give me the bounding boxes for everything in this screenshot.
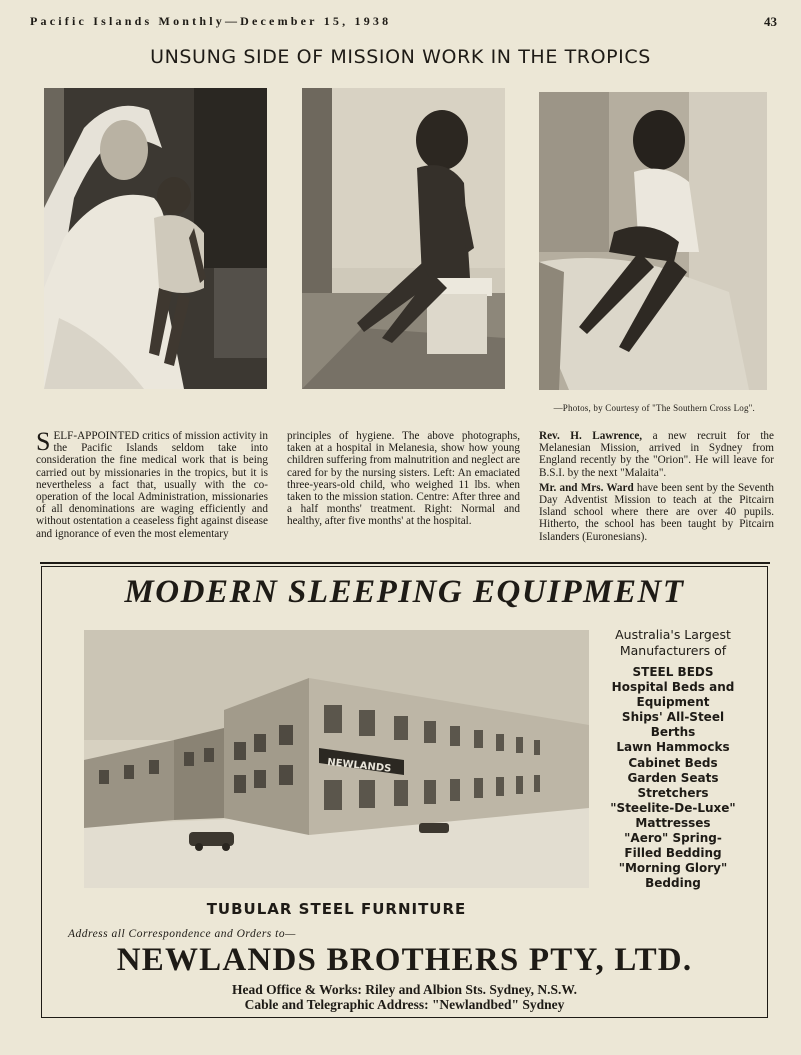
news-item-ward-name: Mr. and Mrs. Ward [539,481,634,494]
product-item: "Morning Glory" [618,861,728,876]
product-item: Equipment [636,695,710,710]
photo-child-after-treatment [302,88,505,389]
product-item: Lawn Hammocks [616,740,730,755]
product-item: STEEL BEDS [632,665,714,679]
product-item: Stretchers [637,785,709,800]
drop-cap: S [36,427,51,456]
photo-credit: —Photos, by Courtesy of "The Southern Cross Log". [553,403,755,413]
news-item-ward [539,482,774,543]
article-column-1 [36,427,268,543]
ad-intro-line-2: Manufacturers of [619,643,727,658]
ad-top-rule [40,562,770,564]
factory-sign: NEWLANDS [326,757,392,775]
article-paragraph-2: principles of hygiene. The above photographs, taken at a hospital in Melanesia, show how young children suffering from malnutrition and neglect are cared for by the nursing sisters. Left: An emaciated three-years-old child, who weighed 11 lbs. when taken to the mission station. Centre: After three and a half months' treatment. Right: Normal and healthy, after five months' at the hospital. [287,430,520,528]
ad-title: MODERN SLEEPING EQUIPMENT [124,574,685,610]
ad-tagline: TUBULAR STEEL FURNITURE [206,900,467,918]
article-column-3 [539,430,774,546]
office-address-line-1: Head Office & Works: Riley and Albion Sts. Sydney, N.S.W. [231,982,578,997]
paragraph-1-text: ELF-APPOINTED critics of mission activity in the Pacific Islands seldom take into consideration the fine medical work that is being carried out by missionaries in the tropics, but it is nevertheless a fact that, usually with the co-operation of the local Administration, missionaries of all denominations are waging efficiently and without ostentation a ceaseless fight against disease and ignorance of even the most elementary [36,430,268,540]
magazine-title: Pacific Islands Monthly—December 15, 1938 [30,14,392,28]
article-paragraph-1 [36,427,268,540]
address-prompt: Address all Correspondence and Orders to— [68,928,296,940]
news-item-lawrence-text: a new recruit for the Melanesian Mission, arrived in Sydney from England recently by the "Orion". He will leave for B.S.I. by the next "Malaita". [539,430,774,479]
ad-intro-line-1: Australia's Largest [615,627,731,642]
news-item-lawrence [539,430,774,479]
office-address-line-2: Cable and Telegraphic Address: "Newlandbed" Sydney [244,997,565,1012]
company-name: NEWLANDS BROTHERS PTY, LTD. [116,942,693,978]
product-item: Bedding [645,876,701,891]
product-item: Garden Seats [627,770,719,785]
office-address [41,982,768,1012]
product-item: Mattresses [635,815,711,830]
page-number: 43 [764,14,777,29]
product-item: Berths [650,725,696,740]
ad-intro [598,627,748,659]
product-list [598,665,748,891]
news-item-ward-text: have been sent by the Seventh Day Adventist Mission to teach at the Pitcairn Island school where there are over 40 pupils. Hitherto, the school has been taught by Pitcairn Islanders (Euronesians). [539,481,774,543]
news-item-lawrence-name: Rev. H. Lawrence, [539,430,643,442]
article-headline: UNSUNG SIDE OF MISSION WORK IN THE TROPICS [150,46,651,68]
photo-healthy-child [539,92,767,390]
running-head [30,14,777,34]
product-item: Cabinet Beds [628,755,718,770]
photo-nurse-with-emaciated-child [44,88,267,389]
product-item: Ships' All-Steel [621,710,725,725]
factory-building-illustration [84,630,589,888]
product-item: Hospital Beds and [611,680,735,695]
product-item: "Aero" Spring- [624,831,722,846]
article-column-2 [287,430,520,531]
product-item: Filled Bedding [624,846,722,861]
product-item: "Steelite-De-Luxe" [610,800,736,815]
